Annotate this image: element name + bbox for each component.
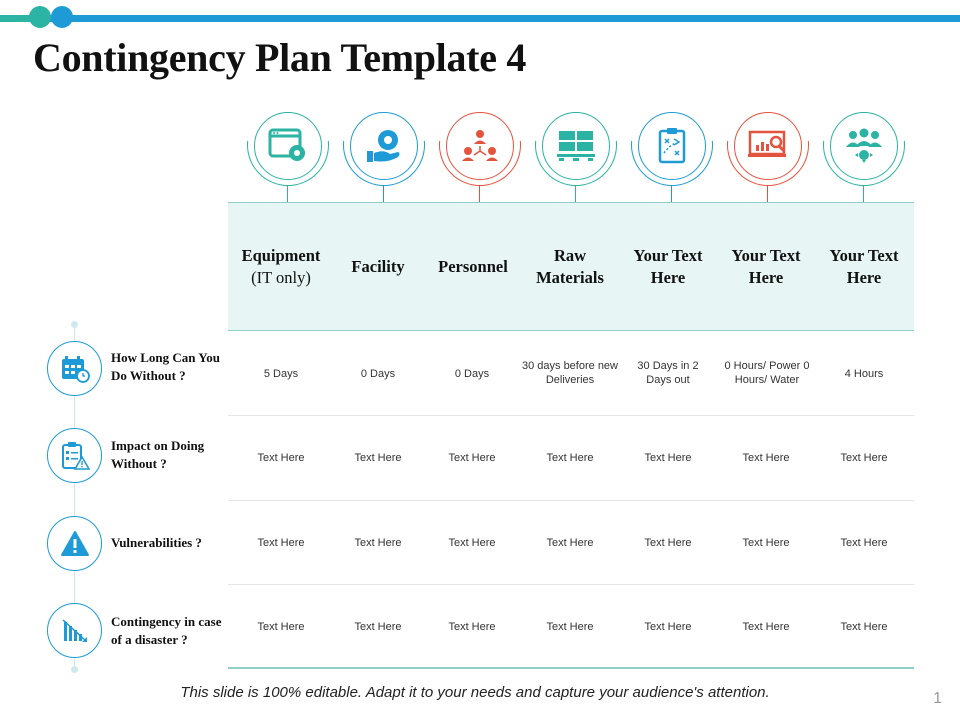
table-cell: Text Here <box>448 537 496 549</box>
row-divider <box>228 584 914 585</box>
row-label-vulnerabilities: Vulnerabilities ? <box>111 535 202 550</box>
timeline-dot <box>71 321 78 328</box>
table-cell: Text Here <box>840 537 888 549</box>
table-cell: 0 Days <box>360 368 396 380</box>
row-label-how-long: How Long Can You Do Without ? <box>111 350 220 383</box>
table-cell: Text Here <box>257 621 305 633</box>
table-cell: Text Here <box>448 452 496 464</box>
page-number: 1 <box>933 690 942 707</box>
column-icon-facility <box>343 104 425 204</box>
table-cell: Text Here <box>354 621 402 633</box>
column-subtitle: Here <box>748 268 784 287</box>
monitor-analysis-icon <box>747 127 789 165</box>
pallet-boxes-icon <box>556 127 596 165</box>
column-header-raw-materials <box>521 245 619 289</box>
table-bottom-border <box>228 667 914 669</box>
page-title: Contingency Plan Template 4 <box>33 35 527 80</box>
row-label-contingency: Contingency in case of a disaster ? <box>111 614 222 647</box>
table-cell: Text Here <box>840 452 888 464</box>
table-cell: 0 Days <box>454 368 490 380</box>
top-accent-bar <box>40 15 960 22</box>
column-title: Equipment <box>241 246 321 265</box>
accent-dot-teal <box>29 6 51 28</box>
column-subtitle: Materials <box>536 268 604 287</box>
table-cell: Text Here <box>742 537 790 549</box>
column-subtitle: Here <box>650 268 686 287</box>
table-cell: 30 Days in 2 Days out <box>637 360 699 386</box>
clipboard-strategy-icon <box>652 127 692 165</box>
column-title: Your Text <box>829 246 899 265</box>
column-header-facility <box>329 256 427 278</box>
warning-triangle-icon <box>60 530 90 558</box>
column-title: Facility <box>351 257 405 276</box>
column-icon-text-1 <box>631 104 713 204</box>
column-icon-raw-materials <box>535 104 617 204</box>
row-label-impact: Impact on Doing Without ? <box>111 438 205 471</box>
accent-dot-blue <box>51 6 73 28</box>
column-title: Personnel <box>438 257 508 276</box>
table-cell: Text Here <box>644 537 692 549</box>
table-cell: Text Here <box>840 621 888 633</box>
table-cell: Text Here <box>546 452 594 464</box>
row-divider <box>228 500 914 501</box>
table-cell: Text Here <box>354 452 402 464</box>
table-cell: Text Here <box>257 537 305 549</box>
column-header-text-1 <box>619 245 717 289</box>
table-cell: Text Here <box>644 452 692 464</box>
hand-gear-icon <box>364 127 404 165</box>
column-header-personnel <box>424 256 522 278</box>
table-cell: 4 Hours <box>844 368 884 380</box>
column-icon-text-3 <box>823 104 905 204</box>
column-header-text-3 <box>815 245 913 289</box>
table-cell: Text Here <box>448 621 496 633</box>
table-cell: Text Here <box>546 537 594 549</box>
footer-note: This slide is 100% editable. Adapt it to your needs and capture your audience's attention. <box>180 684 770 701</box>
row-icon-contingency <box>47 603 102 658</box>
column-icon-text-2 <box>727 104 809 204</box>
table-cell: 5 Days <box>263 368 299 380</box>
column-title: Your Text <box>633 246 703 265</box>
row-icon-how-long <box>47 341 102 396</box>
people-network-icon <box>460 127 500 165</box>
declining-chart-icon <box>60 617 90 645</box>
calendar-clock-icon <box>60 355 90 383</box>
table-cell: Text Here <box>546 621 594 633</box>
column-title: Raw <box>553 246 587 265</box>
timeline-dot <box>71 666 78 673</box>
browser-gear-icon <box>268 127 308 165</box>
table-cell: 30 days before new Deliveries <box>521 360 618 386</box>
table-cell: 0 Hours/ Power 0 Hours/ Water <box>724 360 810 386</box>
row-divider <box>228 415 914 416</box>
column-subtitle: Here <box>846 268 882 287</box>
team-target-icon <box>843 127 885 165</box>
column-icon-personnel <box>439 104 521 204</box>
column-header-equipment <box>232 245 330 289</box>
row-icon-vulnerabilities <box>47 516 102 571</box>
column-subtitle: (IT only) <box>251 268 311 287</box>
row-icon-impact <box>47 428 102 483</box>
column-icon-equipment <box>247 104 329 204</box>
table-cell: Text Here <box>644 621 692 633</box>
table-cell: Text Here <box>354 537 402 549</box>
table-cell: Text Here <box>257 452 305 464</box>
checklist-warning-icon <box>60 441 90 471</box>
column-header-text-2 <box>717 245 815 289</box>
table-cell: Text Here <box>742 452 790 464</box>
table-cell: Text Here <box>742 621 790 633</box>
column-title: Your Text <box>731 246 801 265</box>
